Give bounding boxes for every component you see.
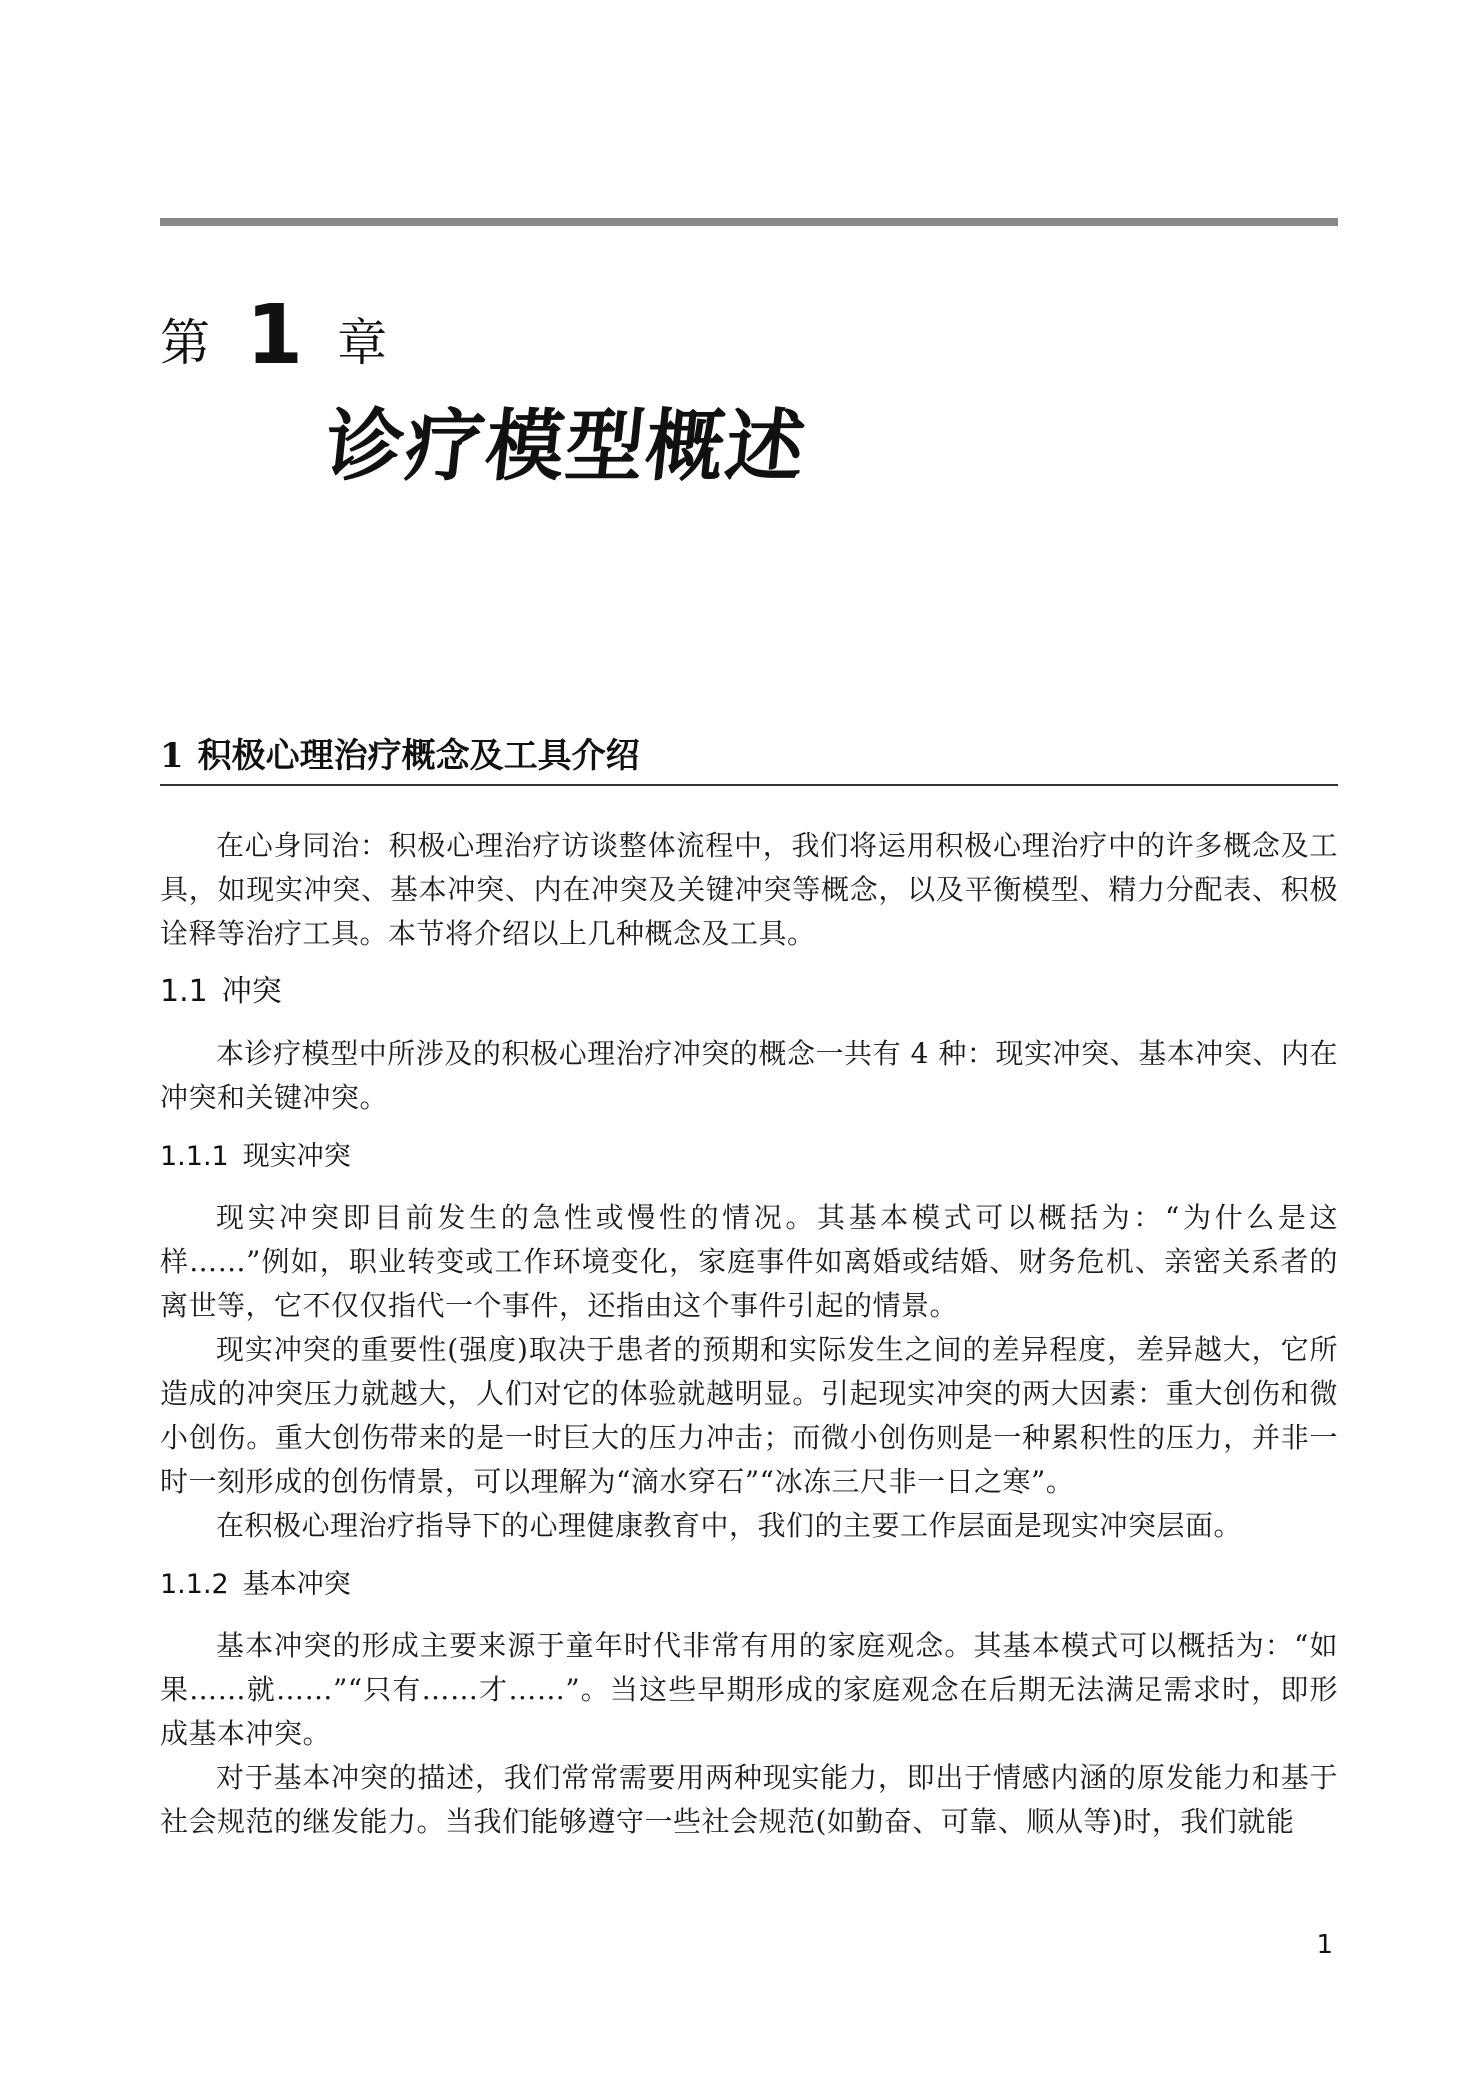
paragraph: 在积极心理治疗指导下的心理健康教育中，我们的主要工作层面是现实冲突层面。: [216, 1509, 1243, 1542]
subsection-title: 基本冲突: [242, 1569, 351, 1600]
section-title: 积极心理治疗概念及工具介绍: [197, 736, 640, 776]
page-number: 1: [1316, 1930, 1333, 1960]
subsection-title: 现实冲突: [242, 1141, 351, 1172]
paragraph: 现实冲突的重要性(强度)取决于患者的预期和实际发生之间的差异程度，差异越大，它所造成的冲突压力就越大，人们对它的体验就越明显。引起现实冲突的两大因素：重大创伤和微小创伤。重大创伤带来的是一时巨大的压力冲击；而微小创伤则是一种累积性的压力，并非一时一刻形成的创伤情景，可以理解为“滴水穿石”“冰冻三尺非一日之寒”。: [160, 1333, 1338, 1498]
chapter-label-prefix: 第: [160, 314, 210, 372]
chapter-label: [160, 288, 388, 383]
chapter-label-suffix: 章: [337, 314, 388, 372]
body-content: [160, 824, 1338, 1844]
subsection-1-1-paragraph: 本诊疗模型中所涉及的积极心理治疗冲突的概念一共有 4 种：现实冲突、基本冲突、内在冲突和关键冲突。: [160, 1037, 1338, 1114]
section-number: 1: [160, 736, 184, 776]
chapter-title: 诊疗模型概述: [321, 402, 811, 492]
subsection-number: 1.1.1: [160, 1141, 229, 1172]
subsection-heading-1-1-1: [160, 1136, 1338, 1178]
paragraph: 现实冲突即目前发生的急性或慢性的情况。其基本模式可以概括为：“为什么是这样……”例如，职业转变或工作环境变化，家庭事件如离婚或结婚、财务危机、亲密关系者的离世等，它不仅仅指代一个事件，还指由这个事件引起的情景。: [160, 1201, 1338, 1322]
subsection-heading-1-1-2: [160, 1564, 1338, 1606]
subsection-heading-1-1: [160, 970, 1338, 1014]
subsection-number: 1.1: [160, 974, 208, 1009]
chapter-number: 1: [246, 288, 304, 383]
section-rule: [160, 784, 1338, 786]
paragraph: 对于基本冲突的描述，我们常常需要用两种现实能力，即出于情感内涵的原发能力和基于社会规范的继发能力。当我们能够遵守一些社会规范(如勤奋、可靠、顺从等)时，我们就能: [160, 1761, 1338, 1838]
paragraph: 基本冲突的形成主要来源于童年时代非常有用的家庭观念。其基本模式可以概括为：“如果……就……”“只有……才……”。当这些早期形成的家庭观念在后期无法满足需求时，即形成基本冲突。: [160, 1629, 1338, 1750]
section-heading: [160, 732, 640, 780]
subsection-title: 冲突: [221, 974, 282, 1009]
chapter-top-rule: [160, 218, 1338, 226]
subsection-number: 1.1.2: [160, 1569, 229, 1600]
section-intro-paragraph: 在心身同治：积极心理治疗访谈整体流程中，我们将运用积极心理治疗中的许多概念及工具，如现实冲突、基本冲突、内在冲突及关键冲突等概念，以及平衡模型、精力分配表、积极诠释等治疗工具。本节将介绍以上几种概念及工具。: [160, 829, 1338, 950]
